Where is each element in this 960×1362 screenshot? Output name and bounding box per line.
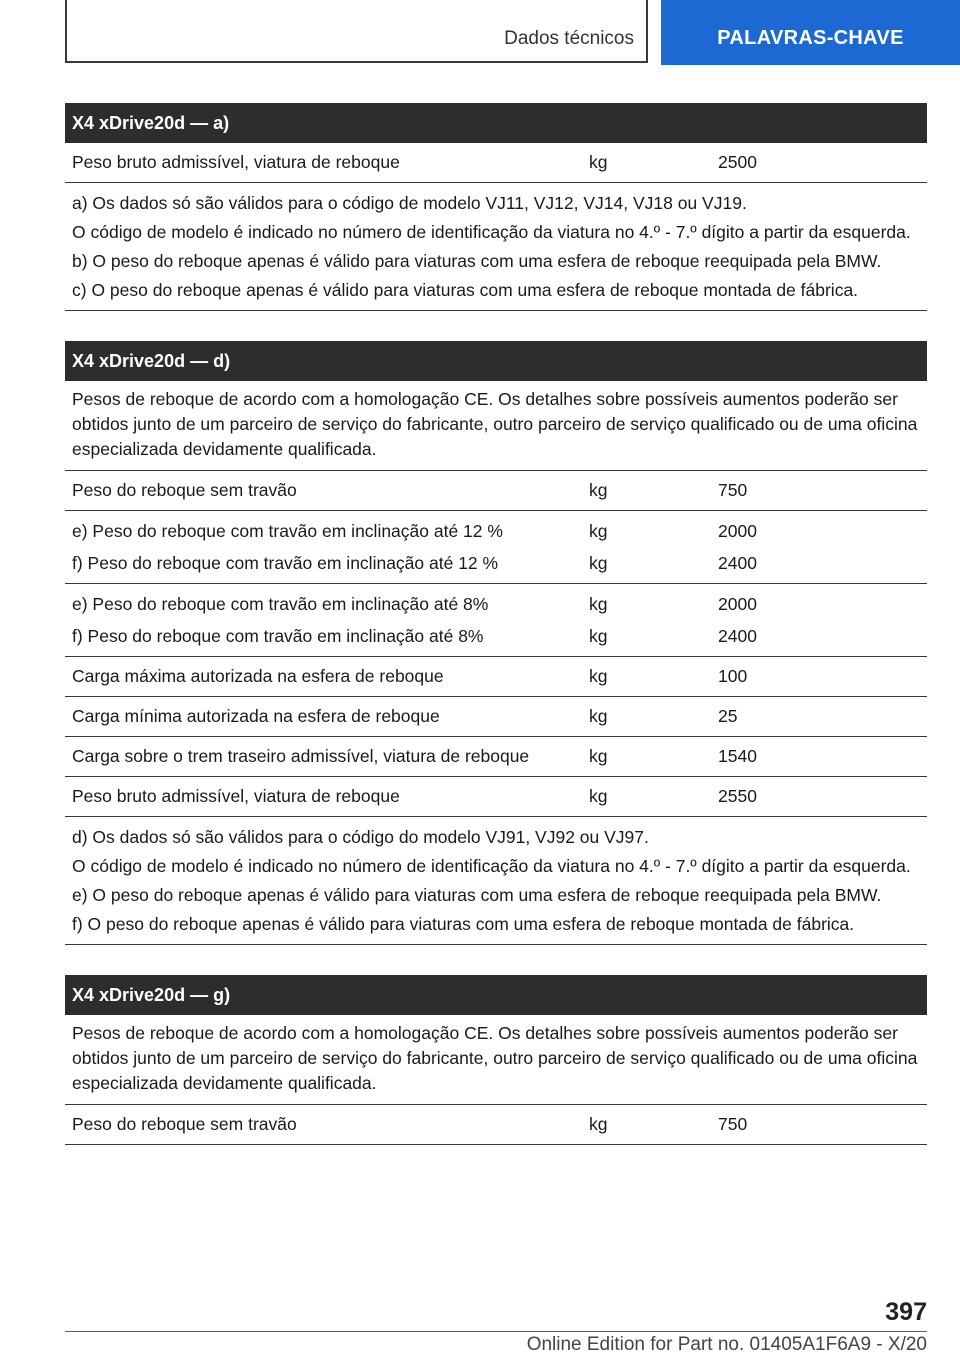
table-row-group (65, 511, 927, 584)
footnote: d) Os dados só são válidos para o código do modelo VJ91, VJ92 ou VJ97. (72, 827, 649, 847)
row-value: 2000 (718, 520, 757, 541)
table-row (65, 777, 927, 817)
table-row (65, 143, 927, 183)
row-value: 750 (718, 1114, 748, 1134)
table-row (65, 737, 927, 777)
row-unit: kg (589, 706, 608, 726)
page-header (0, 0, 960, 66)
row-unit: kg (589, 552, 608, 573)
row-value: 2000 (718, 593, 757, 614)
row-value: 100 (718, 666, 748, 686)
footnote: e) O peso do reboque apenas é válido para viaturas com uma esfera de reboque reequipada pela BMW. (72, 885, 882, 905)
row-value: 1540 (718, 746, 757, 766)
row-value: 750 (718, 480, 748, 500)
footnote: f) O peso do reboque apenas é válido para viaturas com uma esfera de reboque montada de fábrica. (72, 914, 855, 934)
table-row (65, 547, 927, 579)
row-unit: kg (589, 1114, 608, 1134)
row-unit: kg (589, 520, 608, 541)
row-value: 2550 (718, 786, 757, 806)
row-unit: kg (589, 746, 608, 766)
table-row (65, 697, 927, 737)
section-intro: Pesos de reboque de acordo com a homologação CE. Os detalhes sobre possíveis aumentos poderão ser obtidos junto de um parceiro de serviço do fabricante, outro parceiro de serviço qualificado ou de uma oficina especializada devidamente qualificada. (65, 1015, 927, 1105)
row-label: f) Peso do reboque com travão em inclinação até 12 % (72, 552, 499, 573)
keywords-tab[interactable] (661, 0, 960, 65)
footnote: O código de modelo é indicado no número de identificação da viatura no 4.º - 7.º dígito a partir da esquerda. (72, 856, 911, 876)
edition-text: Online Edition for Part no. 01405A1F6A9 - X/20 (526, 1334, 927, 1355)
row-unit: kg (589, 625, 608, 646)
keywords-tab-label: PALAVRAS-CHAVE (717, 27, 904, 49)
row-unit: kg (589, 786, 608, 806)
row-label: Carga mínima autorizada na esfera de reboque (72, 706, 440, 726)
row-unit: kg (589, 152, 608, 172)
row-value: 2400 (718, 625, 757, 646)
footnote: b) O peso do reboque apenas é válido para viaturas com uma esfera de reboque reequipada pela BMW. (72, 251, 882, 271)
section-tab-label: Dados técnicos (504, 28, 634, 49)
footer-divider (65, 1331, 927, 1332)
table-row (65, 620, 927, 652)
row-unit: kg (589, 593, 608, 614)
row-label: Peso bruto admissível, viatura de reboque (72, 786, 400, 806)
page-number: 397 (885, 1298, 927, 1326)
table-row (65, 588, 927, 620)
row-label: Peso do reboque sem travão (72, 1114, 297, 1134)
row-value: 2400 (718, 552, 757, 573)
footnotes (65, 817, 927, 945)
page-content (65, 103, 927, 1145)
row-unit: kg (589, 666, 608, 686)
section-intro: Pesos de reboque de acordo com a homologação CE. Os detalhes sobre possíveis aumentos poderão ser obtidos junto de um parceiro de serviço do fabricante, outro parceiro de serviço qualificado ou de uma oficina especializada devidamente qualificada. (65, 381, 927, 471)
footnote: a) Os dados só são válidos para o código de modelo VJ11, VJ12, VJ14, VJ18 ou VJ19. (72, 193, 747, 213)
section-tab[interactable] (65, 0, 648, 63)
footnote: O código de modelo é indicado no número de identificação da viatura no 4.º - 7.º dígito a partir da esquerda. (72, 222, 911, 242)
footnote: c) O peso do reboque apenas é válido para viaturas com uma esfera de reboque montada de fábrica. (72, 280, 859, 300)
row-label: Peso bruto admissível, viatura de reboque (72, 152, 400, 172)
row-value: 2500 (718, 152, 757, 172)
section-title: X4 xDrive20d — g) (65, 975, 927, 1015)
table-row (65, 515, 927, 547)
footnotes (65, 183, 927, 311)
row-label: Carga sobre o trem traseiro admissível, viatura de reboque (72, 746, 530, 766)
table-row-group (65, 584, 927, 657)
row-value: 25 (718, 706, 738, 726)
table-row (65, 471, 927, 511)
section-title: X4 xDrive20d — a) (65, 103, 927, 143)
row-label: e) Peso do reboque com travão em inclinação até 12 % (72, 520, 503, 541)
row-label: e) Peso do reboque com travão em inclinação até 8% (72, 593, 489, 614)
row-label: Peso do reboque sem travão (72, 480, 297, 500)
table-row (65, 657, 927, 697)
row-label: f) Peso do reboque com travão em inclinação até 8% (72, 625, 484, 646)
row-label: Carga máxima autorizada na esfera de reboque (72, 666, 444, 686)
row-unit: kg (589, 480, 608, 500)
table-row (65, 1105, 927, 1145)
section-title: X4 xDrive20d — d) (65, 341, 927, 381)
